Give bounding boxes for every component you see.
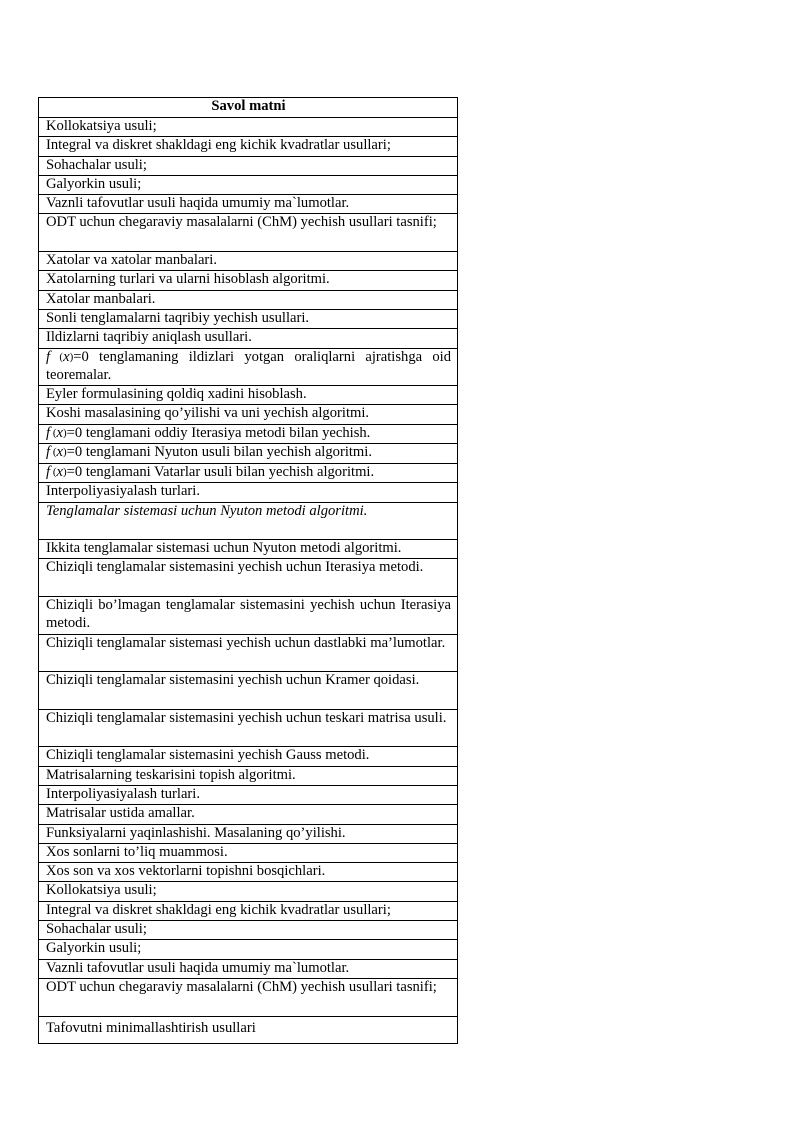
question-text: Chiziqli tenglamalar sistemasini yechish uchun teskari matrisa usuli. [46,709,447,726]
question-text: tenglamani Nyuton usuli bilan yechish algoritmi. [85,444,372,461]
question-text: Kollokatsiya usuli; [46,882,157,899]
question-cell [39,940,458,959]
table-row [39,786,458,805]
question-text: Integral va diskret shakldagi eng kichik kvadratlar usullari; [46,137,391,154]
question-text: Chiziqli tenglamalar sistemasi yechish uchun dastlabki ma’lumotlar. [46,634,446,651]
question-cell [39,672,458,710]
question-text: Vaznli tafovutlar usuli haqida umumiy ma`lumotlar. [46,959,350,976]
table-row [39,863,458,882]
question-cell [39,214,458,252]
question-cell [39,252,458,271]
table-row [39,921,458,940]
table-row [39,214,458,252]
question-text: Galyorkin usuli; [46,175,142,192]
question-cell [39,195,458,214]
question-cell [39,329,458,348]
question-cell: f (x)=0 tenglamani Vatarlar usuli bilan yechish algoritmi. [39,463,458,483]
question-text: Matrisalar ustida amallar. [46,805,195,822]
table-row [39,329,458,348]
question-cell [39,747,458,766]
question-cell [39,118,458,137]
question-cell: f (x)=0 tenglamani oddiy Iterasiya metodi bilan yechish. [39,424,458,444]
question-text: Tafovutni minimallashtirish usullari [46,1019,256,1036]
table-row [39,137,458,156]
table-row [39,805,458,824]
question-cell [39,309,458,328]
question-cell [39,901,458,920]
question-cell [39,559,458,597]
table-row [39,271,458,290]
table-row [39,540,458,559]
formula-fx: f (x) [46,463,67,480]
table-body [39,118,458,1044]
question-cell [39,634,458,672]
question-text: Kollokatsiya usuli; [46,118,157,134]
table-row [39,405,458,424]
document-page [38,97,458,1044]
question-text: Interpoliyasiyalash turlari. [46,483,200,500]
formula-fx: f (x) [46,444,67,461]
table-row [39,940,458,959]
table-row [39,309,458,328]
question-cell [39,805,458,824]
table-row [39,463,458,483]
formula-fx: f (x) [46,424,67,441]
question-cell [39,502,458,540]
table-row [39,424,458,444]
table-row [39,483,458,502]
question-cell [39,863,458,882]
table-row [39,195,458,214]
question-text: Vaznli tafovutlar usuli haqida umumiy ma`lumotlar. [46,195,350,212]
question-text: Chiziqli tenglamalar sistemasini yechish uchun Kramer qoidasi. [46,672,420,689]
table-row [39,978,458,1016]
question-text: ODT uchun chegaraviy masalalarni (ChM) yechish usullari tasnifi; [46,214,437,231]
question-text: Ikkita tenglamalar sistemasi uchun Nyuton metodi algoritmi. [46,540,402,557]
question-text: Chiziqli tenglamalar sistemasini yechish uchun Iterasiya metodi. [46,559,424,576]
table-row [39,882,458,901]
question-text: Chiziqli bo’lmagan tenglamalar sistemasini yechish uchun Iterasiya metodi. [46,597,451,631]
table-row [39,1016,458,1043]
question-cell [39,483,458,502]
formula-fx: f (x) [46,348,74,365]
table-row [39,290,458,309]
question-cell [39,540,458,559]
question-text: Ildizlarni taqribiy aniqlash usullari. [46,329,252,346]
table-row [39,252,458,271]
question-cell [39,824,458,843]
question-cell [39,843,458,862]
question-cell [39,597,458,635]
question-cell [39,405,458,424]
table-header-cell: Savol matni [39,98,458,118]
table-row [39,156,458,175]
table-row [39,709,458,747]
table-row [39,747,458,766]
table-row [39,959,458,978]
table-row [39,766,458,785]
question-text: Funksiyalarni yaqinlashishi. Masalaning qo’yilishi. [46,824,346,841]
question-cell [39,921,458,940]
question-cell [39,786,458,805]
question-text: Integral va diskret shakldagi eng kichik kvadratlar usullari; [46,901,391,918]
question-text: Tenglamalar sistemasi uchun Nyuton metodi algoritmi. [46,502,368,519]
question-cell [39,137,458,156]
question-cell: f (x)=0 tenglamaning ildizlari yotgan oraliqlarni ajratishga oid teoremalar. [39,348,458,386]
question-cell [39,882,458,901]
table-row [39,843,458,862]
question-text: Sohachalar usuli; [46,156,147,173]
table-row [39,502,458,540]
question-cell [39,766,458,785]
question-text: Sohachalar usuli; [46,921,147,938]
table-row [39,118,458,137]
table-row [39,824,458,843]
table-row [39,444,458,464]
question-text: Xatolar va xatolar manbalari. [46,252,217,269]
question-text: tenglamani Vatarlar usuli bilan yechish algoritmi. [85,463,375,480]
question-text: Xos sonlarni to’liq muammosi. [46,843,228,860]
table-row [39,901,458,920]
questions-table [38,97,458,1044]
question-text: Galyorkin usuli; [46,940,142,957]
question-text: tenglamaning ildizlari yotgan oraliqlarni ajratishga oid teoremalar. [46,348,451,384]
question-cell [39,156,458,175]
question-text: tenglamani oddiy Iterasiya metodi bilan yechish. [85,424,371,441]
question-text: Koshi masalasining qo’yilishi va uni yechish algoritmi. [46,405,370,422]
table-row [39,634,458,672]
question-cell [39,959,458,978]
question-text: Xatolarning turlari va ularni hisoblash algoritmi. [46,271,330,288]
question-text: ODT uchun chegaraviy masalalarni (ChM) yechish usullari tasnifi; [46,978,437,995]
table-row [39,597,458,635]
question-text: Eyler formulasining qoldiq xadini hisoblash. [46,386,307,403]
table-row [39,386,458,405]
question-text: Xos son va xos vektorlarni topishni bosqichlari. [46,863,326,880]
question-cell [39,709,458,747]
question-text: Sonli tenglamalarni taqribiy yechish usullari. [46,309,310,326]
question-cell [39,1016,458,1043]
question-text: Interpoliyasiyalash turlari. [46,786,200,802]
question-cell: f (x)=0 tenglamani Nyuton usuli bilan yechish algoritmi. [39,444,458,464]
table-row [39,348,458,386]
question-text: Chiziqli tenglamalar sistemasini yechish Gauss metodi. [46,747,370,764]
table-header-row [39,98,458,118]
question-cell [39,271,458,290]
table-row [39,175,458,194]
question-cell [39,978,458,1016]
question-cell [39,290,458,309]
question-cell [39,386,458,405]
question-text: Xatolar manbalari. [46,290,156,307]
table-row [39,672,458,710]
question-text: Matrisalarning teskarisini topish algoritmi. [46,766,296,783]
question-cell [39,175,458,194]
table-row [39,559,458,597]
